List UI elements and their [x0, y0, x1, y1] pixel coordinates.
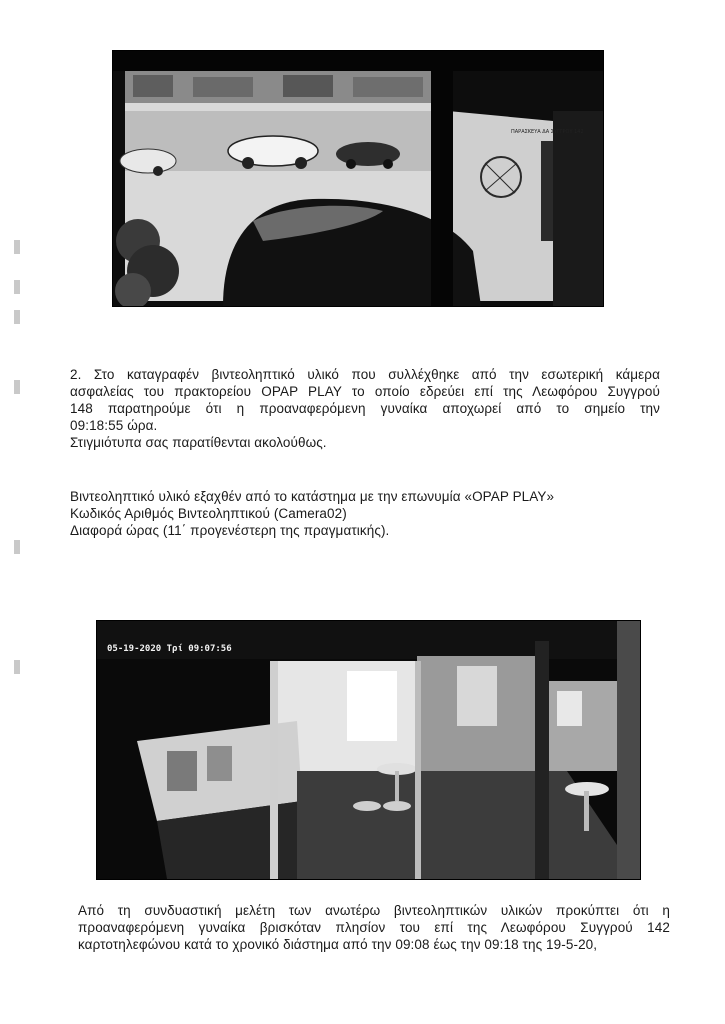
cctv-timestamp: 05-19-2020 Τρί 09:07:56 [107, 644, 232, 654]
paragraph-2-line: 2. Στο καταγραφέν βιντεοληπτικό υλικό που συλλέχθηκε από την εσωτερική κάμερα [70, 367, 660, 382]
paragraph-2 [70, 366, 660, 451]
video-info [70, 488, 660, 539]
cctv-still-interior [96, 620, 641, 880]
paragraph-2-line: 09:18:55 ώρα. [70, 418, 158, 433]
paragraph-2-line: ασφαλείας του πρακτορείου OPAP PLAY το οποίο εδρεύει επί της Λεωφόρου Συγγρού [70, 384, 660, 399]
conclusion-line: προαναφερόμενη γυναίκα βρισκόταν πλησίον του επί της Λεωφόρου Συγγρού 142 [78, 920, 670, 935]
video-time-diff: Διαφορά ώρας (11΄ προγενέστερη της πραγματικής). [70, 523, 390, 538]
video-code: Κωδικός Αριθμός Βιντεοληπτικού (Camera02) [70, 506, 347, 521]
cctv-still-street [112, 50, 604, 307]
paragraph-2-line: Στιγμιότυπα σας παρατίθενται ακολούθως. [70, 435, 327, 450]
paragraph-2-line: 148 παρατηρούμε ότι η προαναφερόμενη γυναίκα αποχωρεί από το σημείο την [70, 401, 660, 416]
scan-margin-marks [14, 240, 26, 760]
shop-sign: ΠΑΡΑΣΚΕΥΑ ΔΑ ΣΥΓΓΡΟΥ 142 [511, 129, 584, 135]
conclusion-line: Από τη συνδυαστική μελέτη των ανωτέρω βιντεοληπτικών υλικών προκύπτει ότι η [78, 903, 670, 918]
video-source: Βιντεοληπτικό υλικό εξαχθέν από το κατάστημα με την επωνυμία «OPAP PLAY» [70, 489, 555, 504]
conclusion-line: καρτοτηλεφώνου κατά το χρονικό διάστημα από την 09:08 έως την 09:18 της 19-5-20, [78, 937, 598, 952]
conclusion-paragraph [78, 902, 670, 953]
